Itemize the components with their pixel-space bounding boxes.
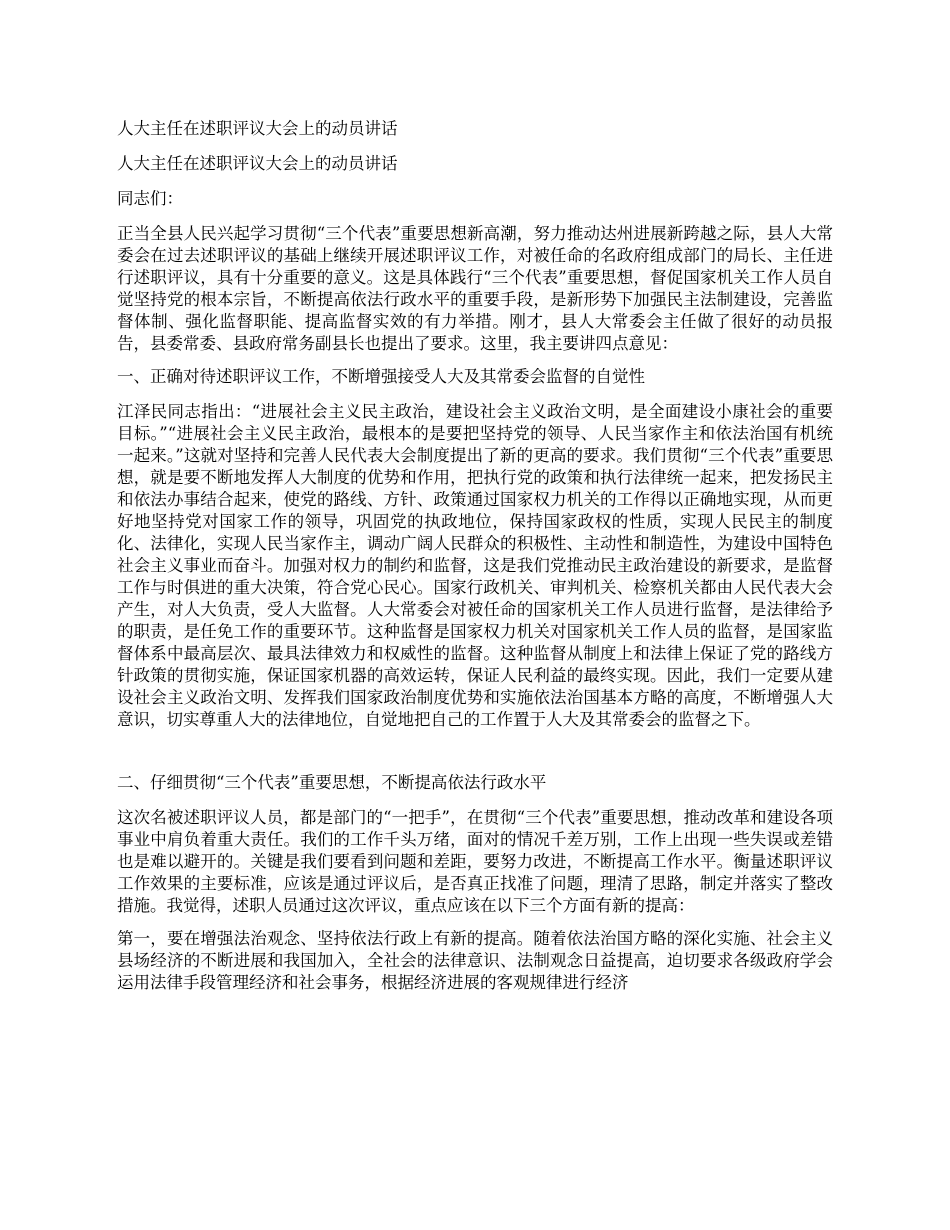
salutation: 同志们： [117, 189, 183, 208]
paragraph-section-2: 这次名被述职评议人员，都是部门的“一把手”，在贯彻“三个代表”重要思想，推动改革和建设各项事业中肩负着重大责任。我们的工作千头万绪，面对的情况千差万别，工作上出现一些失误或差错也是难以避开的。关键是我们要看到问题和差距，要努力改进，不断提高工作水平。衡量述职评议工作效果的主要标准，应该是通过评议后，是否真正找准了问题，理清了思路，制定并落实了整改措施。我觉得，述职人员通过这次评议，重点应该在以下三个方面有新的提高： [117, 808, 833, 915]
document-page [117, 118, 833, 1005]
document-subtitle: 人大主任在述职评议大会上的动员讲话 [117, 154, 398, 173]
section-heading-1: 一、正确对待述职评议工作，不断增强接受人大及其常委会监督的自觉性 [117, 367, 645, 386]
section-heading-2: 二、仔细贯彻“三个代表”重要思想，不断提高依法行政水平 [117, 773, 547, 792]
document-title: 人大主任在述职评议大会上的动员讲话 [117, 119, 398, 138]
paragraph-intro: 正当全县人民兴起学习贯彻“三个代表”重要思想新高潮，努力推动达州进展新跨越之际，县人大常委会在过去述职评议的基础上继续开展述职评议工作，对被任命的名政府组成部门的局长、主任进行述职评议，具有十分重要的意义。这是具体践行“三个代表”重要思想，督促国家机关工作人员自觉坚持党的根本宗旨，不断提高依法行政水平的重要手段，是新形势下加强民主法制建设，完善监督体制、强化监督职能、提高监督实效的有力举措。刚才，县人大常委会主任做了很好的动员报告，县委常委、县政府常务副县长也提出了要求。这里，我主要讲四点意见： [117, 224, 833, 353]
section-spacer [117, 742, 833, 772]
paragraph-section-1: 江泽民同志指出：“进展社会主义民主政治，建设社会主义政治文明，是全面建设小康社会的重要目标。”“进展社会主义民主政治，最根本的是要把坚持党的领导、人民当家作主和依法治国有机统一起来。”这就对坚持和完善人民代表大会制度提出了新的更高的要求。我们贯彻“三个代表”重要思想，就是要不断地发挥人大制度的优势和作用，把执行党的政策和执行法律统一起来，把发扬民主和依法办事结合起来，使党的路线、方针、政策通过国家权力机关的工作得以正确地实现，从而更好地坚持党对国家工作的领导，巩固党的执政地位，保持国家政权的性质，实现人民民主的制度化、法律化，实现人民当家作主，调动广阔人民群众的积极性、主动性和制造性，为建设中国特色社会主义事业而奋斗。加强对权力的制约和监督，这是我们党推动民主政治建设的新要求，是监督工作与时俱进的重大决策，符合党心民心。国家行政机关、审判机关、检察机关都由人民代表大会产生，对人大负责，受人大监督。人大常委会对被任命的国家机关工作人员进行监督，是法律给予的职责，是任免工作的重要环节。这种监督是国家权力机关对国家机关工作人员的监督，是国家监督体系中最高层次、最具法律效力和权威性的监督。这种监督从制度上和法律上保证了党的路线方针政策的贯彻实施，保证国家机器的高效运转，保证人民利益的最终实现。因此，我们一定要从建设社会主义政治文明、发挥我们国家政治制度优势和实施依法治国基本方略的高度，不断增强人大意识，切实尊重人大的法律地位，自觉地把自己的工作置于人大及其常委会的监督之下。 [117, 402, 833, 729]
paragraph-first-point: 第一，要在增强法治观念、坚持依法行政上有新的提高。随着依法治国方略的深化实施、社会主义县场经济的不断进展和我国加入，全社会的法律意识、法制观念日益提高，迫切要求各级政府学会运用法律手段管理经济和社会事务，根据经济进展的客观规律进行经济 [117, 929, 833, 992]
